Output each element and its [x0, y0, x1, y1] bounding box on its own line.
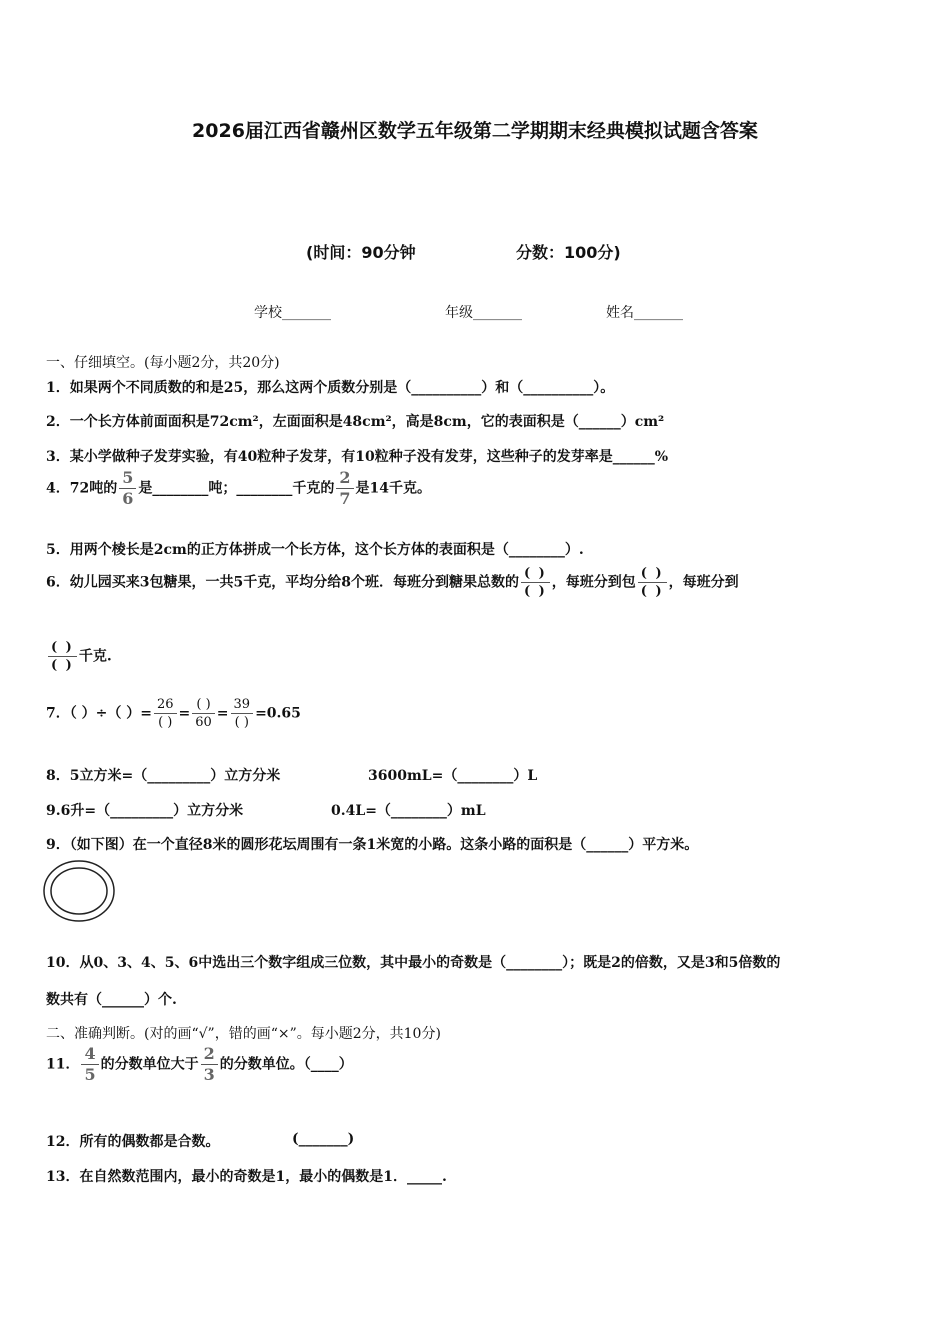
- q6-part-d: 千克.: [78, 648, 112, 665]
- q4-part-a: 4．72吨的: [46, 480, 118, 497]
- q4-part-b: 是________吨；________千克的: [138, 480, 335, 497]
- blank-fraction: $\frac{( )}{( )}$: [521, 567, 550, 598]
- q11-part-b: 的分数单位。（____）: [219, 1056, 353, 1073]
- fraction-39: $\frac{39}{( )}$: [231, 698, 254, 729]
- fraction-4-5: $\frac{4}{5}$: [81, 1046, 98, 1083]
- question-4: [46, 470, 431, 507]
- q6-part-b: ，每班分到包: [551, 574, 636, 591]
- section-1-heading: 一、仔细填空。(每小题2分，共20分): [46, 355, 280, 371]
- question-8-a: 8．5立方米=（_________）立方分米: [46, 768, 281, 784]
- inner-circle: [51, 868, 107, 914]
- question-2: 2．一个长方体前面面积是72cm²，左面面积是48cm²，高是8cm，它的表面积是（______）cm²: [46, 414, 665, 430]
- exam-score: 分数：100分): [516, 243, 621, 262]
- question-6-continued: [46, 641, 112, 672]
- exam-time: (时间：90分钟: [306, 243, 416, 262]
- question-3: 3．某小学做种子发芽实验，有40粒种子发芽，有10粒种子没有发芽，这些种子的发芽率是______%: [46, 449, 669, 465]
- q7-tail: =0.65: [255, 705, 301, 722]
- fraction-60: $\frac{( )}{60}$: [192, 698, 215, 729]
- question-6: [46, 567, 739, 598]
- fraction-2-7: $\frac{2}{7}$: [336, 470, 353, 507]
- blank-fraction: $\frac{( )}{( )}$: [48, 641, 77, 672]
- question-10-continued: 数共有（______）个.: [46, 992, 177, 1008]
- ring-figure: [42, 858, 118, 924]
- q6-part-a: 6．幼儿园买来3包糖果，一共5千克，平均分给8个班．每班分到糖果总数的: [46, 574, 519, 591]
- question-11: [46, 1046, 353, 1083]
- question-7: 7．（ ）÷（ ）= $\frac{26}{( )}$ = $\frac{( )}{60}$ = $\frac{39}{( )}$ =0.65: [46, 697, 301, 730]
- grade-field: 年级_______: [445, 305, 522, 321]
- question-12: 12．所有的偶数都是合数。: [46, 1134, 220, 1150]
- q11-part-a: 的分数单位大于: [100, 1056, 199, 1073]
- name-field: 姓名_______: [606, 305, 683, 321]
- question-13: 13．在自然数范围内，最小的奇数是1，最小的偶数是1．_____.: [46, 1169, 447, 1185]
- section-2-heading: 二、准确判断。(对的画“√”，错的画“×”。每小题2分，共10分): [46, 1026, 441, 1042]
- question-8-d: 0.4L=（________）mL: [331, 803, 486, 819]
- q6-part-c: ，每班分到: [668, 574, 739, 591]
- fraction-26: $\frac{26}{( )}$: [154, 698, 177, 729]
- q4-part-c: 是14千克。: [355, 480, 431, 497]
- school-field: 学校_______: [254, 305, 331, 321]
- question-1: 1．如果两个不同质数的和是25，那么这两个质数分别是（__________）和（__________）。: [46, 380, 615, 396]
- question-8-b: 3600mL=（________）L: [368, 768, 538, 784]
- q7-part-a: 7．（ ）÷（ ）=: [46, 705, 152, 722]
- question-8-c: 9.6升=（_________）立方分米: [46, 803, 244, 819]
- q11-number: 11．: [46, 1056, 80, 1073]
- question-5: 5．用两个棱长是2cm的正方体拼成一个长方体，这个长方体的表面积是（________）.: [46, 542, 584, 558]
- blank-fraction: $\frac{( )}{( )}$: [638, 567, 667, 598]
- outer-circle: [44, 861, 114, 921]
- question-10: 10．从0、3、4、5、6中选出三个数字组成三位数，其中最小的奇数是（________）；既是2的倍数，又是3和5倍数的: [46, 955, 781, 971]
- fraction-2-3: $\frac{2}{3}$: [201, 1046, 218, 1083]
- page-title: 2026届江西省赣州区数学五年级第二学期期末经典模拟试题含答案: [192, 120, 758, 142]
- question-9: 9．（如下图）在一个直径8米的圆形花坛周围有一条1米宽的小路。这条小路的面积是（______）平方米。: [46, 837, 699, 853]
- question-12-blank: (_______): [292, 1131, 355, 1147]
- fraction-5-6: $\frac{5}{6}$: [119, 470, 136, 507]
